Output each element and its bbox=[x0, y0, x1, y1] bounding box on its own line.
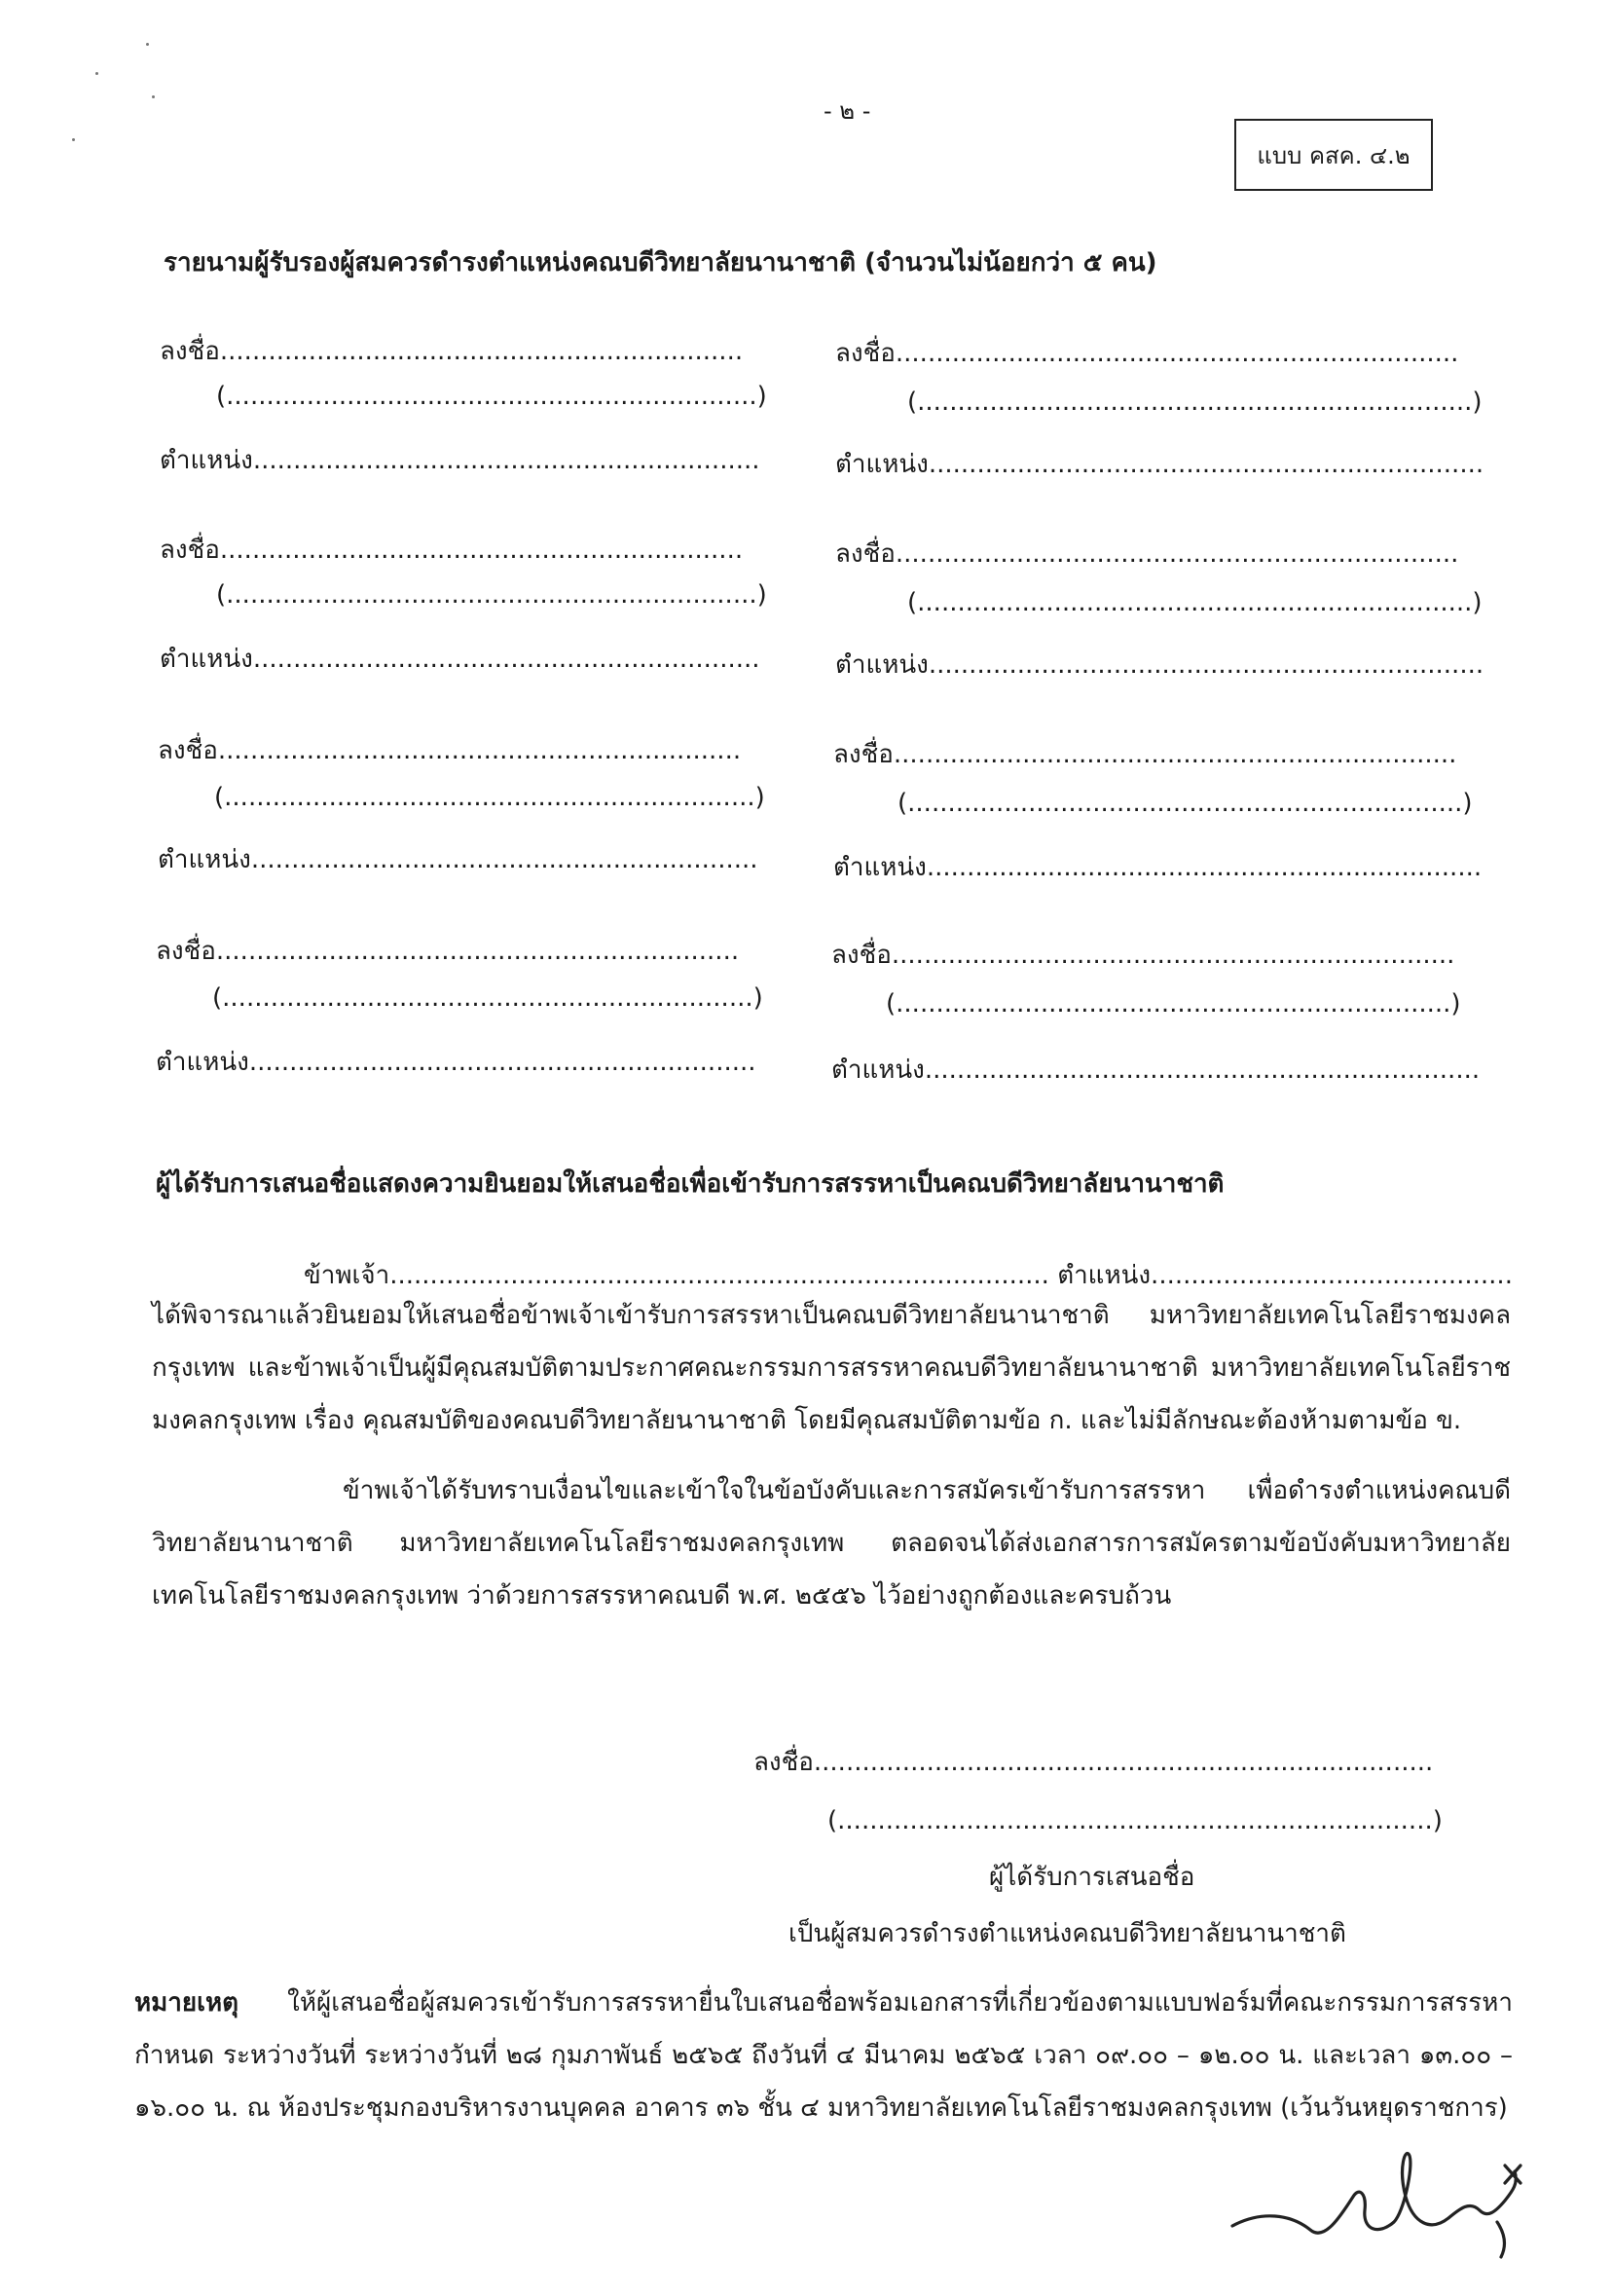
endorsers-heading: รายนามผู้รับรองผู้สมควรดำรงตำแหน่งคณบดีวิทยาลัยนานาชาติ (จำนวนไม่น้อยกว่า ๕ คน) bbox=[164, 248, 1157, 278]
note bbox=[134, 1977, 1513, 2134]
name-line[interactable]: (..................................................................) bbox=[212, 983, 763, 1013]
name-line[interactable]: (.....................................................................) bbox=[886, 989, 1461, 1018]
consent-paragraph-2 bbox=[152, 1464, 1511, 1622]
consent-paragraph-1: ได้พิจารณาแล้วยินยอมให้เสนอชื่อข้าพเจ้าเข้ารับการสรรหาเป็นคณบดีวิทยาลัยนานาชาติ มหาวิทยาลัยเทคโนโลยีราชมงคลกรุงเทพ และข้าพเจ้าเป็นผู้มีคุณสมบัติตามประกาศคณะกรรมการสรรหาคณบดีวิทยาลัยนานาชาติ มหาวิทยาลัยเทคโนโลยีราชมงคลกรุงเทพ เรื่อง คุณสมบัติของคณบดีวิทยาลัยนานาชาติ โดยมีคุณสมบัติตามข้อ ก. และไม่มีลักษณะต้องห้ามตามข้อ ข. bbox=[152, 1301, 1511, 1435]
sign-line[interactable]: ลงชื่อ................................................................. bbox=[158, 736, 742, 765]
name-line[interactable]: (..................................................................) bbox=[216, 580, 767, 610]
position-line[interactable]: ตำแหน่ง............................................................... bbox=[158, 845, 758, 874]
name-line[interactable]: (.....................................................................) bbox=[907, 588, 1483, 617]
form-code-box bbox=[1234, 119, 1433, 191]
handwritten-initials bbox=[1223, 2129, 1563, 2275]
consent-name-position-line[interactable]: ข้าพเจ้า.................................................................................. ตำแหน่ง............................................. bbox=[304, 1261, 1513, 1290]
position-line[interactable]: ตำแหน่ง............................................................... bbox=[156, 1048, 756, 1077]
sign-line[interactable]: ลงชื่อ...................................................................... bbox=[835, 339, 1459, 368]
nominee-caption-2: เป็นผู้สมควรดำรงตำแหน่งคณบดีวิทยาลัยนานาชาติ bbox=[788, 1919, 1346, 1948]
name-line[interactable]: (..................................................................) bbox=[214, 783, 765, 812]
nominee-caption-1: ผู้ได้รับการเสนอชื่อ bbox=[989, 1863, 1195, 1892]
sign-line[interactable]: ลงชื่อ................................................................. bbox=[160, 337, 744, 366]
position-line[interactable]: ตำแหน่ง..................................................................... bbox=[831, 1055, 1481, 1085]
note-label: หมายเหตุ bbox=[134, 1988, 239, 2018]
sign-line[interactable]: ลงชื่อ...................................................................... bbox=[835, 539, 1459, 569]
page-number: - ๒ - bbox=[824, 97, 871, 125]
name-line[interactable]: (.....................................................................) bbox=[907, 388, 1483, 417]
sign-line[interactable]: ลงชื่อ...................................................................... bbox=[831, 941, 1455, 970]
name-line[interactable]: (.....................................................................) bbox=[898, 789, 1473, 818]
position-line[interactable]: ตำแหน่ง............................................................... bbox=[160, 645, 760, 674]
position-line[interactable]: ตำแหน่ง............................................................... bbox=[160, 446, 760, 475]
name-line[interactable]: (..................................................................) bbox=[216, 382, 767, 411]
nominee-name-line[interactable]: (..........................................................................) bbox=[827, 1806, 1443, 1835]
position-line[interactable]: ตำแหน่ง..................................................................... bbox=[835, 450, 1484, 479]
position-line[interactable]: ตำแหน่ง..................................................................... bbox=[833, 853, 1483, 882]
form-code: แบบ คสค. ๔.๒ bbox=[1257, 141, 1410, 169]
position-line[interactable]: ตำแหน่ง..................................................................... bbox=[835, 650, 1484, 680]
nominee-sign-line[interactable]: ลงชื่อ............................................................................. bbox=[753, 1748, 1434, 1777]
note-text: ให้ผู้เสนอชื่อผู้สมควรเข้ารับการสรรหายื่นใบเสนอชื่อพร้อมเอกสารที่เกี่ยวข้องตามแบบฟอร์มที่คณะกรรมการสรรหากำหนด ระหว่างวันที่ ระหว่างวันที่ ๒๘ กุมภาพันธ์ ๒๕๖๕ ถึงวันที่ ๔ มีนาคม ๒๕๖๕ เวลา ๐๙.๐๐ – ๑๒.๐๐ น. และเวลา ๑๓.๐๐ – ๑๖.๐๐ น. ณ ห้องประชุมกองบริหารงานบุคคล อาคาร ๓๖ ชั้น ๔ มหาวิทยาลัยเทคโนโลยีราชมงคลกรุงเทพ (เว้นวันหยุดราชการ) bbox=[134, 1988, 1513, 2123]
sign-line[interactable]: ลงชื่อ...................................................................... bbox=[833, 740, 1457, 769]
consent-paragraph-2-text: ข้าพเจ้าได้รับทราบเงื่อนไขและเข้าใจในข้อบังคับและการสมัครเข้ารับการสรรหา เพื่อดำรงตำแหน่งคณบดีวิทยาลัยนานาชาติ มหาวิทยาลัยเทคโนโลยีราชมงคลกรุงเทพ ตลอดจนได้ส่งเอกสารการสมัครตามข้อบังคับมหาวิทยาลัยเทคโนโลยีราชมงคลกรุงเทพ ว่าด้วยการสรรหาคณบดี พ.ศ. ๒๕๕๖ ไว้อย่างถูกต้องและครบถ้วน bbox=[152, 1476, 1511, 1611]
sign-line[interactable]: ลงชื่อ................................................................. bbox=[156, 937, 740, 966]
consent-heading: ผู้ได้รับการเสนอชื่อแสดงความยินยอมให้เสนอชื่อเพื่อเข้ารับการสรรหาเป็นคณบดีวิทยาลัยนานาชาติ bbox=[156, 1169, 1225, 1199]
sign-line[interactable]: ลงชื่อ................................................................. bbox=[160, 536, 744, 565]
